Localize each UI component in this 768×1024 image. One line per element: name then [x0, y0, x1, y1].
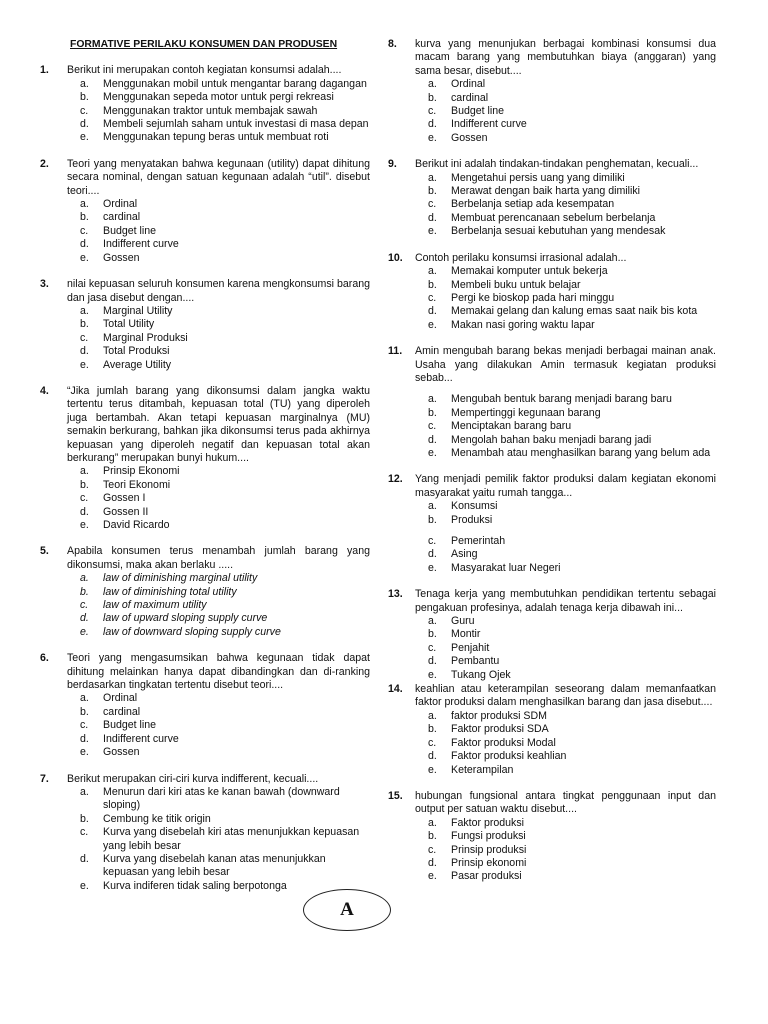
- question-stem: Contoh perilaku konsumsi irrasional adalah...: [415, 251, 627, 264]
- option-text: faktor produksi SDM: [451, 709, 547, 722]
- question-number: 5.: [40, 545, 49, 558]
- option-text: Kurva indiferen tidak saling berpotonga: [103, 879, 287, 892]
- answer-option: [415, 844, 716, 857]
- option-text: Konsumsi: [451, 500, 498, 513]
- question-number: 12.: [388, 473, 403, 486]
- option-text: Fungsi produksi: [451, 830, 526, 843]
- option-text: Montir: [451, 628, 481, 641]
- option-letter: d.: [80, 238, 89, 251]
- option-text: cardinal: [451, 91, 489, 104]
- answer-option: [415, 225, 716, 238]
- option-list: [415, 710, 716, 777]
- question-stem: Yang menjadi pemilik faktor produksi dalam kegiatan ekonomi masyarakat yaitu rumah tangga...: [415, 473, 716, 499]
- answer-option: [415, 615, 716, 628]
- option-letter: e.: [80, 358, 89, 371]
- question-number: 7.: [40, 772, 49, 785]
- question-number: 1.: [40, 64, 49, 77]
- question-stem: kurva yang menunjukan berbagai kombinasi konsumsi dua macam barang yang membutuhkan biaya (anggaran) yang sama besar, disebut....: [415, 38, 716, 77]
- option-letter: e.: [428, 668, 437, 681]
- answer-option: [415, 172, 716, 185]
- answer-option: [415, 434, 716, 447]
- option-text: Faktor produksi keahlian: [451, 750, 567, 763]
- answer-option: [67, 626, 370, 639]
- option-letter: b.: [428, 628, 437, 641]
- option-text: Faktor produksi SDA: [451, 723, 549, 736]
- answer-option: [67, 359, 370, 372]
- option-text: Marginal Produksi: [103, 331, 188, 344]
- option-list: [415, 172, 716, 239]
- option-list: [415, 265, 716, 332]
- option-text: Ordinal: [451, 78, 486, 91]
- option-letter: a.: [428, 500, 437, 513]
- question-stem: Berikut ini adalah tindakan-tindakan penghematan, kecuali...: [415, 158, 699, 171]
- answer-option: [415, 447, 716, 460]
- option-text: Prinsip Ekonomi: [103, 465, 180, 478]
- answer-option: [67, 211, 370, 224]
- option-letter: c.: [80, 492, 89, 505]
- option-text: Gossen: [451, 131, 488, 144]
- option-text: Menurun dari kiri atas ke kanan bawah (downward sloping): [103, 785, 340, 812]
- option-text: cardinal: [103, 705, 141, 718]
- option-text: Keterampilan: [451, 763, 514, 776]
- option-letter: b.: [428, 406, 437, 419]
- option-letter: c.: [428, 736, 437, 749]
- answer-option: [67, 599, 370, 612]
- answer-option: [67, 706, 370, 719]
- answer-option: [67, 733, 370, 746]
- option-text: Gossen: [103, 746, 140, 759]
- answer-option: [415, 265, 716, 278]
- option-letter: b.: [428, 91, 437, 104]
- answer-option: [415, 642, 716, 655]
- answer-option: [67, 105, 370, 118]
- answer-option: [415, 535, 716, 548]
- option-text: Berbelanja sesuai kebutuhan yang mendesak: [451, 225, 666, 238]
- option-letter: c.: [428, 535, 437, 547]
- question-14: [388, 683, 716, 777]
- option-letter: a.: [428, 171, 437, 184]
- option-list: [67, 786, 370, 893]
- option-letter: a.: [428, 816, 437, 829]
- answer-option: [67, 746, 370, 759]
- option-letter: b.: [80, 705, 89, 718]
- worksheet-title: FORMATIVE PERILAKU KONSUMEN DAN PRODUSEN: [70, 39, 338, 50]
- answer-option: [67, 332, 370, 345]
- option-text: cardinal: [103, 211, 141, 224]
- answer-option: [415, 92, 716, 105]
- question-stem: hubungan fungsional antara tingkat penggunaan input dan output per satuan waktu disebut....: [415, 789, 716, 816]
- option-text: Membuat perencanaan sebelum berbelanja: [451, 211, 656, 224]
- option-letter: d.: [428, 856, 437, 869]
- answer-option: [415, 737, 716, 750]
- answer-option: [415, 750, 716, 763]
- option-text: Mengubah bentuk barang menjadi barang baru: [451, 393, 672, 406]
- option-letter: e.: [428, 318, 437, 331]
- question-number: 8.: [388, 38, 397, 50]
- option-letter: b.: [428, 513, 437, 526]
- option-text: Menggunakan sepeda motor untuk pergi rekreasi: [103, 91, 334, 104]
- option-letter: b.: [428, 278, 437, 291]
- question-stem: Apabila konsumen terus menambah jumlah barang yang dikonsumsi, maka akan berlaku .....: [67, 545, 370, 571]
- option-letter: b.: [428, 723, 437, 736]
- answer-option: [415, 817, 716, 830]
- answer-option: [415, 655, 716, 668]
- option-text: Menggunakan traktor untuk membajak sawah: [103, 104, 318, 117]
- question-10: [388, 252, 716, 332]
- answer-option: [67, 465, 370, 478]
- answer-option: [415, 198, 716, 211]
- option-text: Ordinal: [103, 198, 138, 211]
- option-letter: b.: [80, 585, 89, 598]
- answer-option: [415, 514, 716, 527]
- question-number: 6.: [40, 652, 49, 665]
- option-text: Membeli buku untuk belajar: [451, 278, 581, 291]
- option-list: [67, 78, 370, 145]
- option-letter: b.: [428, 830, 437, 843]
- option-text: Gossen II: [103, 505, 149, 518]
- option-text: law of upward sloping supply curve: [103, 612, 268, 625]
- option-letter: c.: [428, 198, 437, 211]
- option-text: Penjahit: [451, 641, 490, 654]
- option-letter: d.: [80, 732, 89, 745]
- question-stem: Teori yang mengasumsikan bahwa kegunaan tidak dapat dihitung melainkan hanya dapat dibandingkan dan di-ranking berdasarkan tingkatan tertentu disebut teori....: [67, 652, 370, 692]
- option-letter: d.: [80, 612, 89, 625]
- option-text: law of diminishing total utility: [103, 585, 237, 598]
- option-letter: c.: [80, 104, 89, 117]
- option-letter: e.: [80, 131, 89, 144]
- option-letter: d.: [428, 750, 437, 763]
- answer-option: [67, 238, 370, 251]
- option-letter: d.: [428, 118, 437, 131]
- option-letter: d.: [428, 433, 437, 446]
- question-number: 13.: [388, 588, 403, 601]
- option-letter: c.: [80, 719, 89, 732]
- option-text: Makan nasi goring waktu lapar: [451, 318, 595, 331]
- question-5: [40, 545, 370, 639]
- option-text: Prinsip produksi: [451, 843, 527, 856]
- option-letter: d.: [428, 548, 437, 561]
- question-6: [40, 652, 370, 759]
- option-letter: c.: [80, 331, 89, 344]
- option-letter: d.: [80, 852, 89, 865]
- answer-option: [415, 420, 716, 433]
- question-12: [388, 473, 716, 575]
- question-number: 11.: [388, 345, 403, 358]
- answer-option: [67, 78, 370, 91]
- answer-option: [415, 319, 716, 332]
- option-text: Menciptakan barang baru: [451, 420, 572, 433]
- option-letter: d.: [80, 345, 89, 358]
- option-list: [67, 572, 370, 639]
- answer-option: [67, 131, 370, 144]
- option-text: Indifferent curve: [103, 238, 179, 251]
- answer-option: [415, 279, 716, 292]
- option-letter: a.: [80, 692, 89, 705]
- option-text: Guru: [451, 615, 475, 628]
- option-list: [415, 78, 716, 145]
- question-4: [40, 385, 370, 532]
- answer-option: [67, 252, 370, 265]
- question-number: 15.: [388, 789, 403, 802]
- option-text: law of downward sloping supply curve: [103, 625, 281, 638]
- option-text: Gossen: [103, 251, 140, 264]
- answer-option: [67, 492, 370, 505]
- question-1: [40, 64, 370, 144]
- answer-option: [67, 318, 370, 331]
- option-letter: e.: [428, 131, 437, 144]
- option-text: Cembung ke titik origin: [103, 812, 211, 825]
- question-number: 4.: [40, 384, 49, 397]
- option-letter: d.: [428, 305, 437, 318]
- option-text: Kurva yang disebelah kanan atas menunjukkan kepuasan yang lebih besar: [103, 852, 326, 879]
- answer-option: [67, 612, 370, 625]
- option-letter: b.: [80, 211, 89, 224]
- answer-option: [415, 830, 716, 843]
- option-text: Gossen I: [103, 492, 146, 505]
- option-letter: e.: [428, 870, 437, 883]
- question-stem: Tenaga kerja yang membutuhkan pendidikan tertentu sebagai pengakuan profesinya, adalah tenaga kerja dibawah ini...: [415, 588, 716, 614]
- option-letter: a.: [80, 304, 89, 317]
- right-question-list: [388, 38, 716, 884]
- option-text: law of maximum utility: [103, 599, 207, 612]
- option-text: Indifferent curve: [451, 118, 527, 131]
- option-letter: a.: [428, 265, 437, 278]
- option-text: Budget line: [103, 719, 157, 732]
- option-letter: e.: [428, 561, 437, 574]
- answer-option: [67, 345, 370, 358]
- option-letter: e.: [428, 763, 437, 776]
- option-letter: a.: [80, 785, 89, 798]
- answer-option: [67, 853, 370, 880]
- question-number: 2.: [40, 157, 49, 170]
- answer-option: [415, 105, 716, 118]
- option-letter: e.: [428, 446, 437, 459]
- option-letter: a.: [80, 572, 89, 585]
- option-letter: e.: [80, 519, 89, 531]
- option-list: [415, 500, 716, 575]
- option-letter: e.: [80, 251, 89, 264]
- answer-option: [415, 132, 716, 145]
- option-letter: a.: [80, 77, 89, 90]
- answer-option: [415, 723, 716, 736]
- option-letter: c.: [428, 291, 437, 304]
- option-letter: c.: [428, 105, 437, 118]
- question-11: [388, 345, 716, 460]
- answer-option: [67, 572, 370, 585]
- option-text: Berbelanja setiap ada kesempatan: [451, 198, 615, 211]
- option-list: [415, 615, 716, 682]
- answer-option: [415, 870, 716, 883]
- option-text: Tukang Ojek: [451, 668, 511, 681]
- option-letter: d.: [428, 655, 437, 668]
- question-15: [388, 790, 716, 884]
- option-letter: c.: [428, 420, 437, 433]
- answer-option: [67, 786, 370, 813]
- option-text: Memakai gelang dan kalung emas saat naik bis kota: [451, 305, 698, 318]
- option-letter: a.: [428, 709, 437, 722]
- option-text: Budget line: [103, 224, 157, 237]
- option-list: [67, 305, 370, 372]
- option-letter: b.: [80, 812, 89, 825]
- answer-option: [67, 118, 370, 131]
- option-letter: a.: [428, 615, 437, 628]
- answer-option: [415, 78, 716, 91]
- answer-option: [415, 500, 716, 513]
- question-stem: Berikut merupakan ciri-ciri kurva indifferent, kecuali....: [67, 772, 319, 785]
- option-text: David Ricardo: [103, 519, 170, 531]
- answer-option: [415, 710, 716, 723]
- option-letter: d.: [80, 118, 89, 131]
- option-letter: b.: [80, 318, 89, 331]
- answer-option: [67, 506, 370, 519]
- answer-option: [415, 669, 716, 682]
- answer-option: [415, 393, 716, 406]
- option-text: Prinsip ekonomi: [451, 856, 527, 869]
- option-letter: d.: [428, 211, 437, 224]
- stamp-label: A: [340, 899, 354, 921]
- left-question-list: [40, 64, 370, 893]
- question-stem: Teori yang menyatakan bahwa kegunaan (utility) dapat dihitung secara nominal, dengan satuan kegunaan adalah “util”. disebut teori....: [67, 157, 370, 197]
- question-3: [40, 278, 370, 372]
- option-text: Average Utility: [103, 358, 172, 371]
- answer-option: [415, 212, 716, 225]
- option-letter: a.: [428, 393, 437, 406]
- answer-option: [67, 519, 370, 532]
- option-letter: e.: [80, 625, 89, 638]
- option-letter: c.: [428, 641, 437, 654]
- question-stem: nilai kepuasan seluruh konsumen karena mengkonsumsi barang dan jasa disebut dengan....: [67, 278, 370, 304]
- option-text: Teori Ekonomi: [103, 478, 171, 491]
- option-letter: b.: [428, 185, 437, 198]
- option-text: Faktor produksi Modal: [451, 736, 556, 749]
- answer-option: [67, 692, 370, 705]
- option-text: Asing: [451, 548, 478, 561]
- option-letter: e.: [80, 746, 89, 759]
- option-text: Indifferent curve: [103, 732, 179, 745]
- answer-option: [67, 225, 370, 238]
- question-number: 9.: [388, 158, 397, 171]
- option-letter: c.: [80, 224, 89, 237]
- option-text: Membeli sejumlah saham untuk investasi di masa depan: [103, 118, 369, 131]
- option-text: Kurva yang disebelah kiri atas menunjukkan kepuasan yang lebih besar: [103, 826, 360, 852]
- option-text: Memakai komputer untuk bekerja: [451, 265, 608, 278]
- option-text: law of diminishing marginal utility: [103, 572, 258, 585]
- answer-option: [67, 479, 370, 492]
- option-text: Pembantu: [451, 655, 500, 668]
- question-number: 14.: [388, 683, 403, 696]
- option-letter: c.: [428, 843, 437, 856]
- question-number: 3.: [40, 278, 49, 291]
- option-text: Pemerintah: [451, 535, 506, 547]
- answer-option: [415, 548, 716, 561]
- answer-option: [415, 628, 716, 641]
- option-letter: a.: [80, 198, 89, 211]
- question-stem: Amin mengubah barang bekas menjadi berbagai mainan anak. Usaha yang dilakukan Amin termasuk kegiatan produksi sebab...: [415, 345, 716, 384]
- option-text: Mengetahui persis uang yang dimiliki: [451, 171, 625, 184]
- option-text: Faktor produksi: [451, 816, 525, 829]
- option-text: Menambah atau menghasilkan barang yang belum ada: [451, 446, 711, 459]
- option-text: Marginal Utility: [103, 304, 173, 317]
- option-text: Menggunakan tepung beras untuk membuat roti: [103, 131, 329, 144]
- option-letter: a.: [80, 465, 89, 478]
- question-13: [388, 588, 716, 682]
- left-column: [40, 38, 370, 906]
- answer-option: [415, 185, 716, 198]
- answer-option: [415, 764, 716, 777]
- right-column: [388, 38, 716, 897]
- question-stem: “Jika jumlah barang yang dikonsumsi dalam jangka waktu tertentu terus ditambah, kepuasan total (TU) yang diperoleh juga bertambah. Akan tetapi kepuasan marginalnya (MU) semakin berkurang, bahkan jika dikonsumsi terus pada akhirnya kepuasan yang diperoleh negatif dan kepuasan total akan berkurang” merupakan bunyi hukum....: [67, 384, 370, 464]
- option-text: Pasar produksi: [451, 870, 522, 883]
- answer-option: [415, 857, 716, 870]
- option-letter: a.: [428, 78, 437, 91]
- answer-option: [67, 826, 370, 853]
- question-stem: keahlian atau keterampilan seseorang dalam memanfaatkan faktor produksi dalam menghasilkan barang dan jasa disebut....: [415, 683, 716, 709]
- answer-option: [415, 407, 716, 420]
- answer-option: [67, 91, 370, 104]
- option-list: [67, 692, 370, 759]
- option-text: Masyarakat luar Negeri: [451, 561, 561, 574]
- option-letter: d.: [80, 505, 89, 518]
- answer-option: [415, 118, 716, 131]
- answer-key-stamp: [303, 889, 391, 931]
- answer-option: [415, 305, 716, 318]
- option-list: [67, 198, 370, 265]
- option-list: [415, 817, 716, 884]
- option-letter: e.: [428, 225, 437, 238]
- option-text: Total Utility: [103, 318, 155, 331]
- question-9: [388, 158, 716, 238]
- option-letter: b.: [80, 91, 89, 104]
- option-text: Produksi: [451, 513, 493, 526]
- answer-option: [67, 813, 370, 826]
- option-text: Ordinal: [103, 692, 138, 705]
- answer-option: [67, 198, 370, 211]
- option-list: [67, 465, 370, 532]
- option-text: Budget line: [451, 105, 505, 118]
- answer-option: [67, 305, 370, 318]
- option-letter: e.: [80, 879, 89, 892]
- question-8: [388, 38, 716, 145]
- answer-option: [67, 586, 370, 599]
- option-text: Mempertinggi kegunaan barang: [451, 406, 601, 419]
- option-letter: c.: [80, 826, 89, 839]
- option-text: Total Produksi: [103, 345, 170, 358]
- question-2: [40, 158, 370, 265]
- option-text: Pergi ke bioskop pada hari minggu: [451, 291, 615, 304]
- option-text: Merawat dengan baik harta yang dimiliki: [451, 185, 641, 198]
- answer-option: [415, 292, 716, 305]
- option-text: Menggunakan mobil untuk mengantar barang dagangan: [103, 77, 367, 90]
- question-stem: Berikut ini merupakan contoh kegiatan konsumsi adalah....: [67, 64, 342, 77]
- option-letter: c.: [80, 599, 89, 612]
- answer-option: [415, 562, 716, 575]
- option-text: Mengolah bahan baku menjadi barang jadi: [451, 433, 652, 446]
- question-number: 10.: [388, 251, 403, 264]
- option-letter: b.: [80, 478, 89, 491]
- answer-option: [67, 719, 370, 732]
- option-list: [415, 393, 716, 460]
- question-7: [40, 773, 370, 894]
